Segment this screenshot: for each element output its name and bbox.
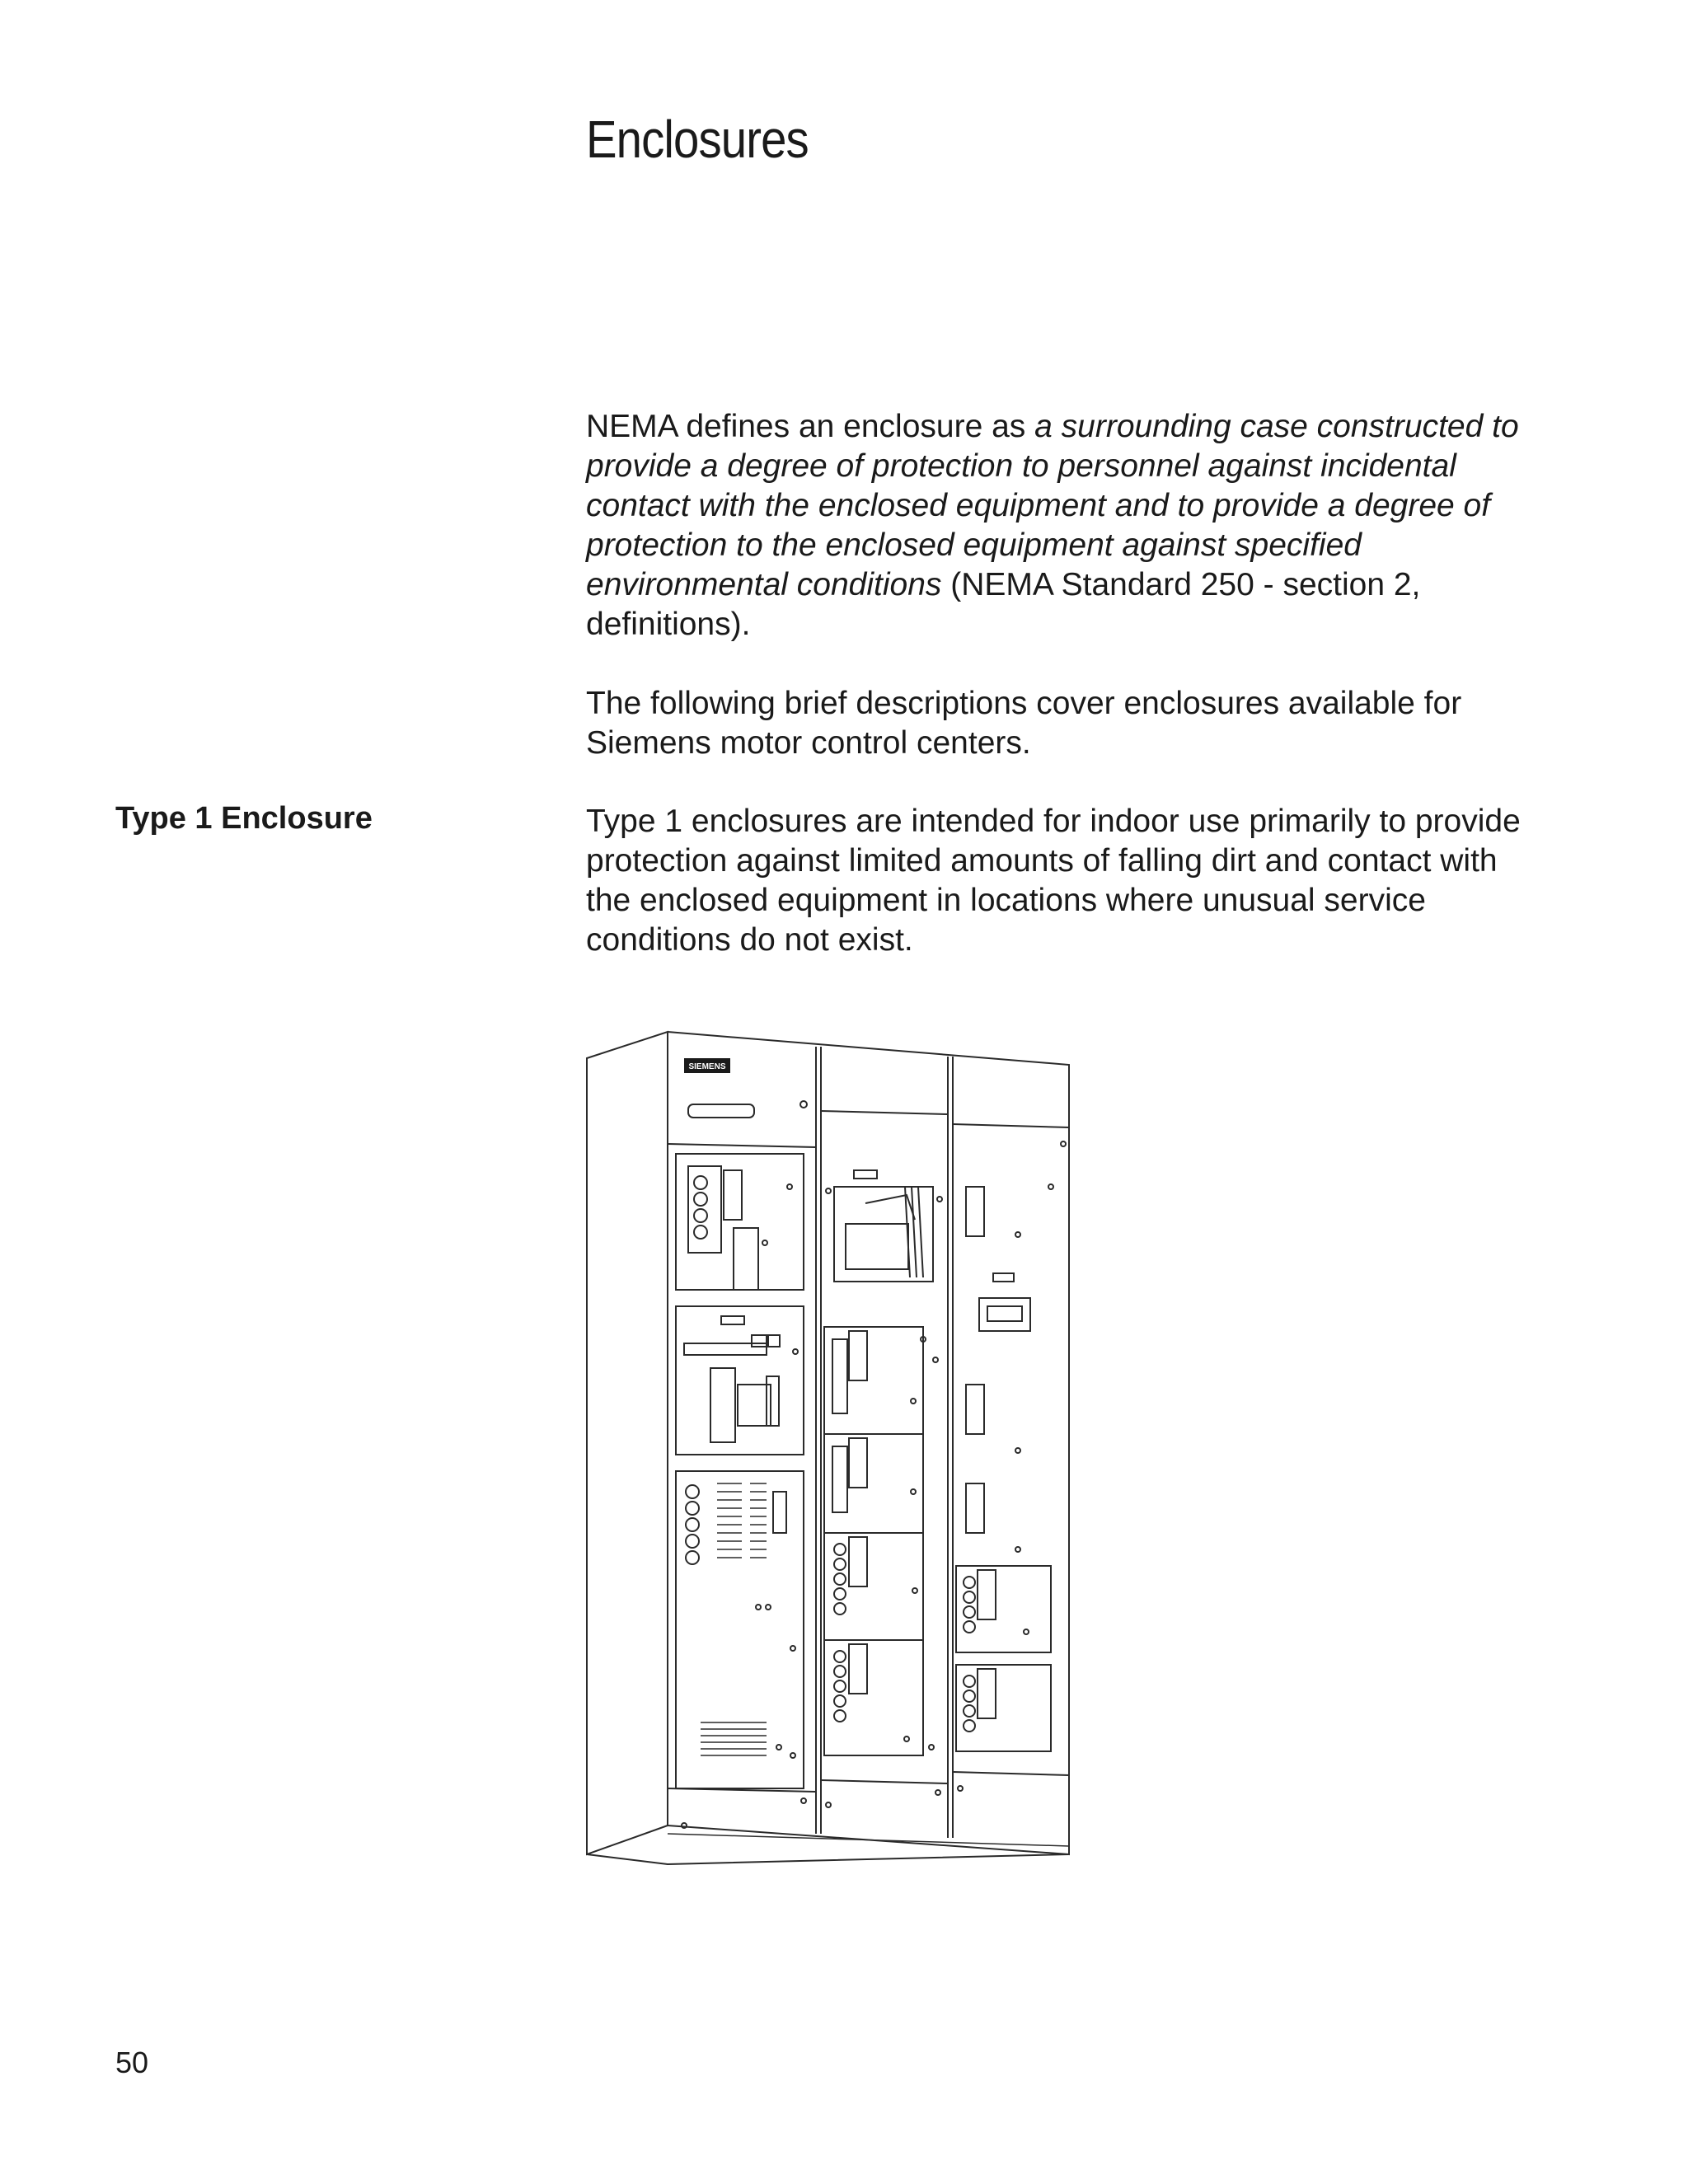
- mcc-drawing: [577, 1022, 1088, 1879]
- intro-citation: (NEMA Standard 250 - section 2, definitions).: [586, 567, 1421, 642]
- siemens-badge-label: SIEMENS: [688, 1062, 726, 1071]
- type1-heading: Type 1 Enclosure: [115, 801, 373, 836]
- intro-lead: NEMA defines an enclosure as: [586, 409, 1035, 444]
- page-number: 50: [115, 2046, 149, 2079]
- mcc-illustration: [577, 1022, 1088, 1879]
- intro-paragraph: [586, 407, 1550, 644]
- intro-definition: a surrounding case constructed to provide a degree of protection to personnel against incidental contact with the enclosed equipment and to provide a degree of protection to the enclosed equipment against specified environmental conditions: [586, 409, 1519, 602]
- cabinet-side-panel: [587, 1032, 668, 1854]
- page-title: Enclosures: [586, 110, 809, 169]
- following-paragraph: The following brief descriptions cover enclosures available for Siemens motor control centers.: [586, 686, 1462, 761]
- type1-paragraph: Type 1 enclosures are intended for indoor use primarily to provide protection against limited amounts of falling dirt and contact with the enclosed equipment in locations where unusual service conditions do not exist.: [586, 804, 1521, 958]
- cabinet-base-edge: [587, 1854, 1069, 1864]
